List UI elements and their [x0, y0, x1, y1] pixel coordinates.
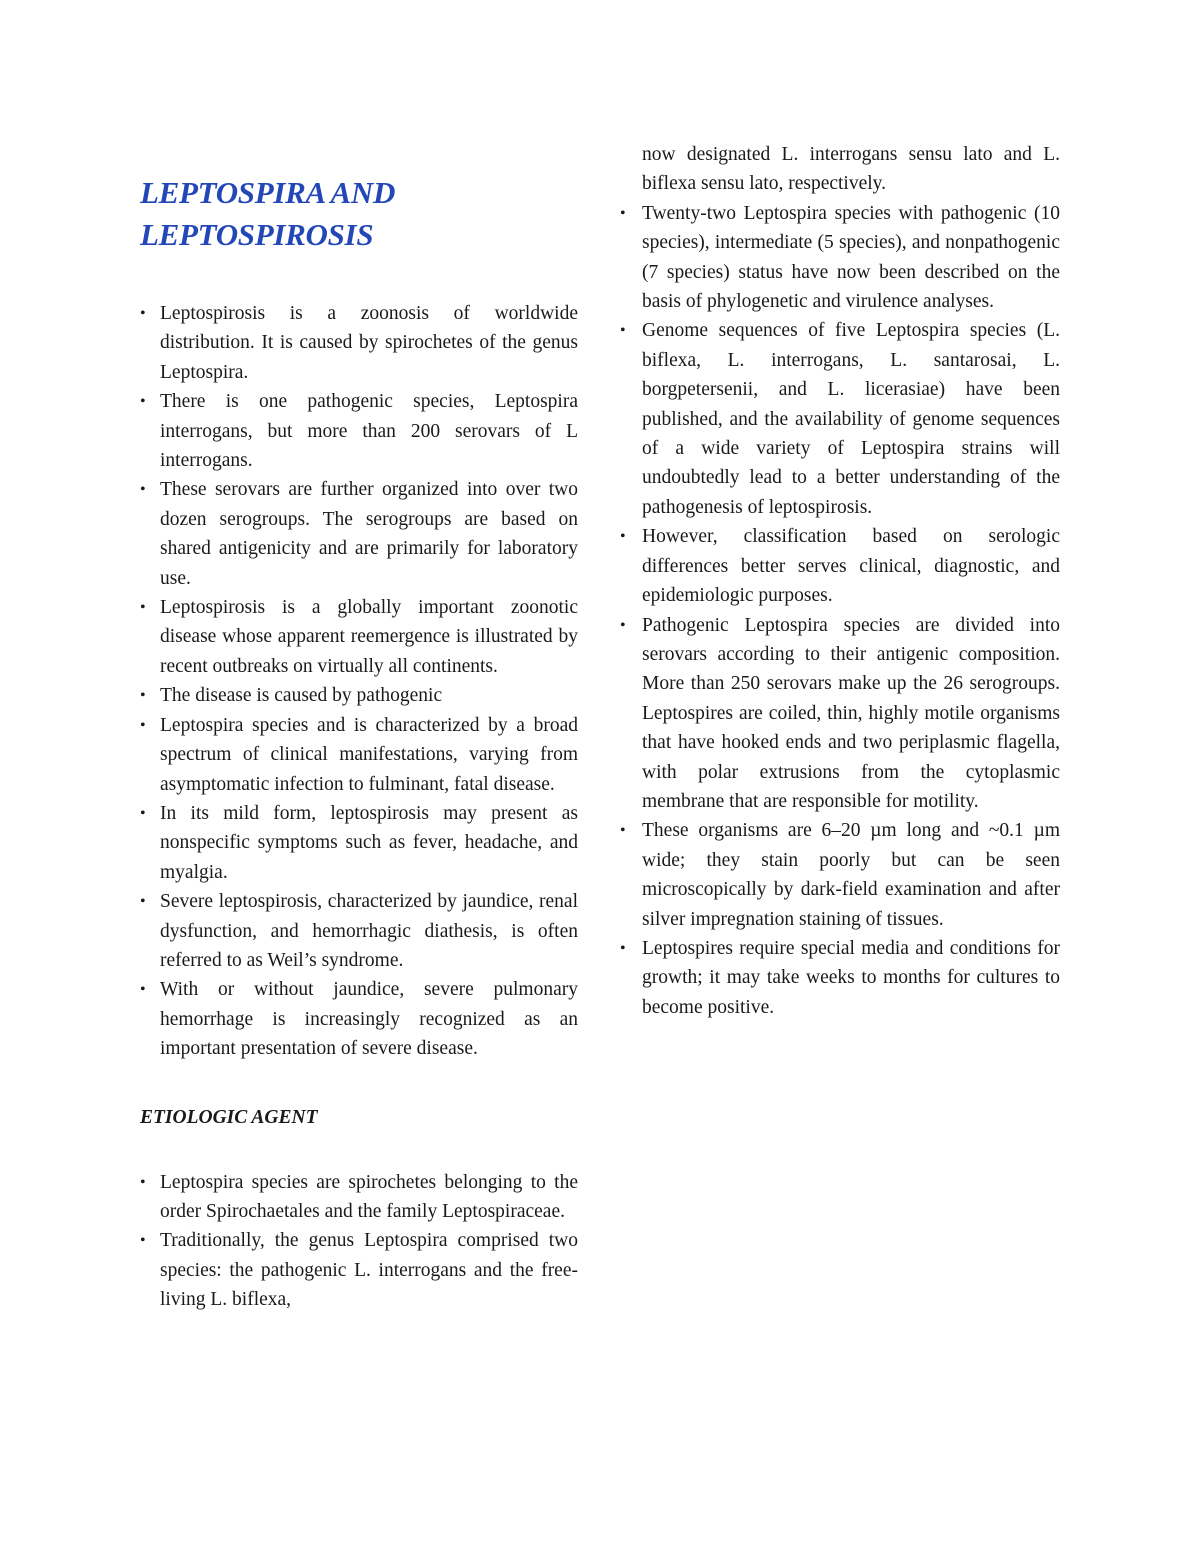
etiologic-bullet-list: [140, 1168, 578, 1315]
left-column: [140, 140, 578, 1315]
list-item-text: There is one pathogenic species, Leptospira interrogans, but more than 200 serovars of L interrogans.: [160, 391, 578, 472]
section-heading: ETIOLOGIC AGENT: [140, 1106, 318, 1128]
list-item: [140, 475, 578, 593]
bullet-icon: •: [140, 716, 146, 734]
list-item: [140, 975, 578, 1063]
list-item: [140, 799, 578, 887]
list-item-text: Pathogenic Leptospira species are divided into serovars according to their antigenic composition. More than 250 serovars make up the 26 serogroups. Leptospires are coiled, thin, highly motile organisms that have hooked ends and two periplasmic flagella, with polar extrusions from the cytoplasmic membrane that are responsible for motility.: [642, 614, 1060, 812]
continued-text: now designated L. interrogans sensu lato and L. biflexa sensu lato, respectively.: [642, 144, 1060, 195]
bullet-icon: •: [140, 393, 146, 411]
document-title: [140, 172, 578, 256]
bullet-icon: •: [620, 616, 626, 634]
bullet-icon: •: [140, 1173, 146, 1191]
list-item: [140, 887, 578, 975]
list-item: [620, 199, 1060, 317]
list-item-text: Severe leptospirosis, characterized by jaundice, renal dysfunction, and hemorrhagic diathesis, is often referred to as Weil’s syndrome.: [160, 891, 578, 971]
list-item: [140, 299, 578, 387]
list-item-text: However, classification based on serologic differences better serves clinical, diagnostic, and epidemiologic purposes.: [642, 526, 1060, 607]
title-line-1: LEPTOSPIRA AND: [140, 175, 396, 210]
list-item: [140, 387, 578, 475]
list-item: [620, 816, 1060, 934]
bullet-icon: •: [620, 204, 626, 222]
list-item-text: Leptospira species and is characterized by a broad spectrum of clinical manifestations, varying from asymptomatic infection to fulminant, fatal disease.: [160, 714, 578, 795]
list-item-text: These serovars are further organized into over two dozen serogroups. The serogroups are based on shared antigenicity and are primarily for laboratory use.: [160, 479, 578, 589]
list-item-text: With or without jaundice, severe pulmonary hemorrhage is increasingly recognized as an important presentation of severe disease.: [160, 979, 578, 1060]
intro-bullet-list: [140, 299, 578, 1064]
list-item-text: The disease is caused by pathogenic: [160, 685, 443, 707]
bullet-icon: •: [140, 1232, 146, 1250]
bullet-icon: •: [620, 939, 626, 957]
right-column: [620, 140, 1060, 1022]
bullet-icon: •: [140, 305, 146, 322]
bullet-icon: •: [140, 599, 146, 617]
list-item: [140, 1226, 578, 1314]
list-item: [140, 711, 578, 799]
bullet-icon: •: [620, 528, 626, 546]
title-line-2: LEPTOSPIROSIS: [140, 217, 374, 252]
list-item: [620, 316, 1060, 522]
list-item-text: Leptospira species are spirochetes belonging to the order Spirochaetales and the family Leptospiraceae.: [160, 1171, 578, 1222]
bullet-icon: •: [620, 822, 626, 840]
list-item-text: In its mild form, leptospirosis may present as nonspecific symptoms such as fever, headache, and myalgia.: [160, 802, 578, 883]
bullet-icon: •: [140, 481, 146, 499]
list-item-text: Twenty-two Leptospira species with pathogenic (10 species), intermediate (5 species), and nonpathogenic (7 species) status have now been described on the basis of phylogenetic and virulence analyses.: [642, 202, 1060, 313]
right-bullet-list: [620, 199, 1060, 1022]
list-item: [620, 522, 1060, 610]
bullet-icon: •: [140, 893, 146, 911]
bullet-icon: •: [140, 687, 146, 705]
list-item-text: Leptospires require special media and conditions for growth; it may take weeks to months for cultures to become positive.: [642, 937, 1060, 1018]
list-item-text: These organisms are 6–20 µm long and ~0.1 µm wide; they stain poorly but can be seen microscopically by dark-field examination and after silver impregnation staining of tissues.: [642, 820, 1060, 930]
list-item-text: Genome sequences of five Leptospira species (L. biflexa, L. interrogans, L. santarosai, L. borgpetersenii, and L. licerasiae) have been published, and the availability of genome sequences of a wide variety of Leptospira strains will undoubtedly lead to a better understanding of the pathogenesis of leptospirosis.: [642, 320, 1060, 518]
list-item: [140, 593, 578, 681]
list-item-text: Leptospirosis is a zoonosis of worldwide distribution. It is caused by spirochetes of the genus Leptospira.: [160, 303, 578, 383]
list-item-text: Traditionally, the genus Leptospira comprised two species: the pathogenic L. interrogans and the free-living L. biflexa,: [160, 1230, 578, 1311]
bullet-icon: •: [620, 322, 626, 340]
list-item: [140, 681, 578, 710]
list-item: [140, 1168, 578, 1227]
list-item: [620, 611, 1060, 817]
list-item: [620, 934, 1060, 1022]
bullet-icon: •: [140, 981, 146, 999]
bullet-icon: •: [140, 804, 146, 822]
list-item-text: Leptospirosis is a globally important zoonotic disease whose apparent reemergence is illustrated by recent outbreaks on virtually all continents.: [160, 597, 578, 677]
